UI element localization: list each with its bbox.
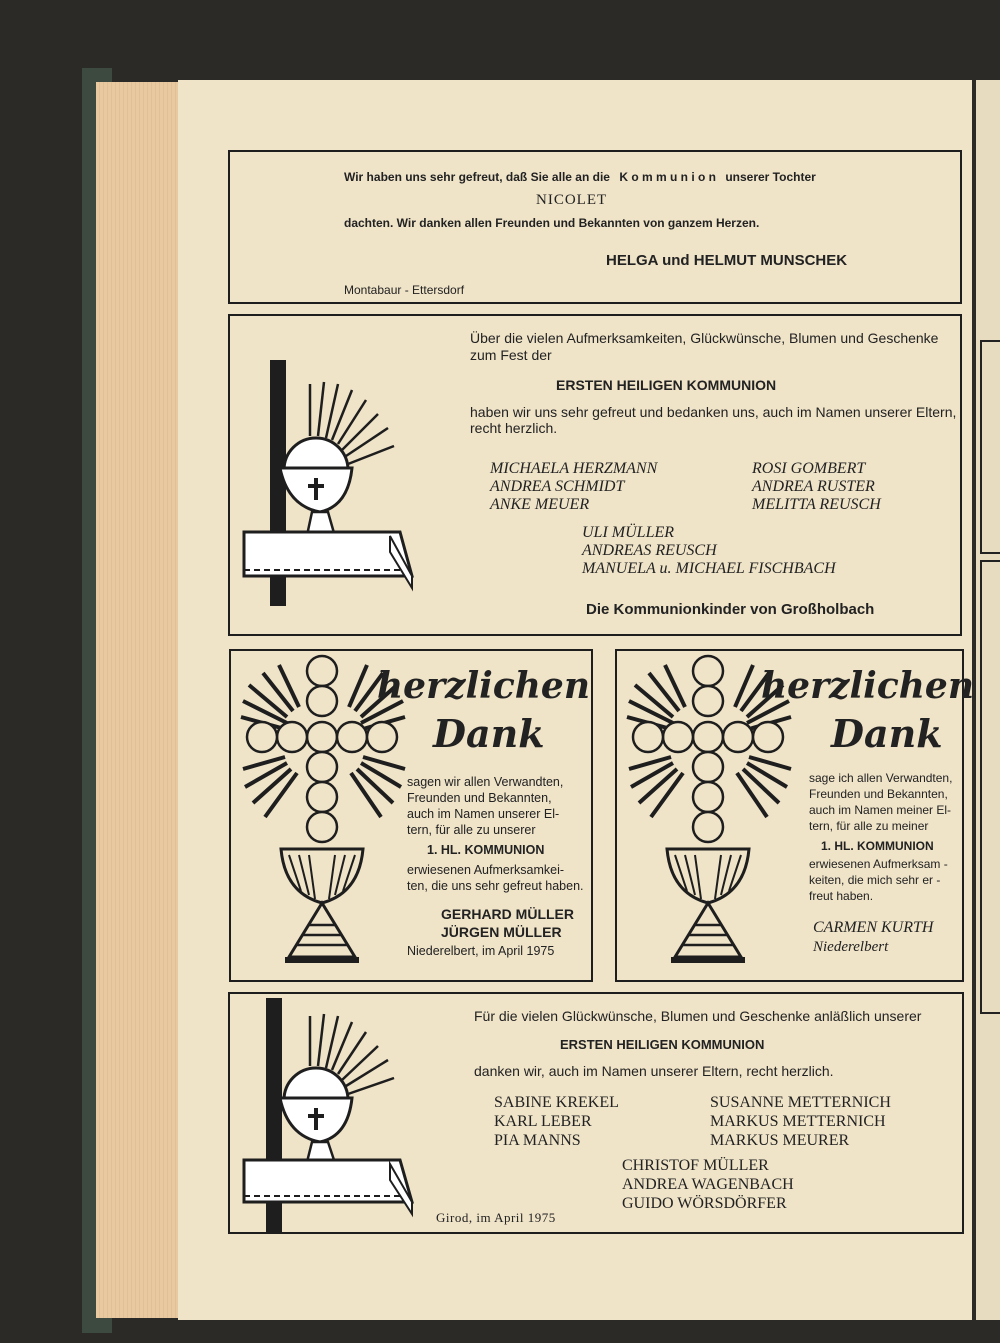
ad2-name: MANUELA u. MICHAEL FISCHBACH xyxy=(582,560,836,577)
ad3-body-line: auch im Namen unserer El- xyxy=(407,807,560,821)
ad5-event: ERSTEN HEILIGEN KOMMUNION xyxy=(560,1037,765,1052)
ad4-heading-herzlichen: herzlichen xyxy=(761,665,975,707)
chalice-altar-illustration xyxy=(240,356,420,610)
ad1-place: Montabaur - Ettersdorf xyxy=(344,283,465,297)
ad4-place: Niederelbert xyxy=(813,939,889,955)
ad2-name: MELITTA REUSCH xyxy=(752,496,881,513)
next-page-box xyxy=(980,340,1000,554)
ad5-name: SABINE KREKEL xyxy=(494,1094,619,1111)
ad-kurth-dank xyxy=(615,649,975,982)
ad2-name: MICHAELA HERZMANN xyxy=(490,460,658,477)
ad5-place: Girod, im April 1975 xyxy=(436,1210,556,1225)
ad2-name: ANDREAS REUSCH xyxy=(582,542,717,559)
ad3-body-line: sagen wir allen Verwandten, xyxy=(407,775,564,789)
ad5-name: PIA MANNS xyxy=(494,1132,581,1149)
next-page-box xyxy=(980,560,1000,1014)
ad5-name: KARL LEBER xyxy=(494,1113,592,1130)
ad2-event: ERSTEN HEILIGEN KOMMUNION xyxy=(556,377,777,393)
ad4-body-line: Freunden und Bekannten, xyxy=(809,787,948,801)
ad3-signer: GERHARD MÜLLER xyxy=(441,906,574,922)
ad2-closing: Die Kommunionkinder von Großholbach xyxy=(586,601,875,618)
ad3-signer: JÜRGEN MÜLLER xyxy=(441,924,562,940)
ad2-thanks-line1: haben wir uns sehr gefreut und bedanken uns, auch im Namen unserer Eltern, xyxy=(470,404,957,420)
ad4-body-line: erwiesenen Aufmerksam - xyxy=(809,857,948,871)
ad2-name: ULI MÜLLER xyxy=(582,524,675,541)
ad5-name: MARKUS METTERNICH xyxy=(710,1113,886,1130)
ad-mueller-dank xyxy=(229,649,593,982)
ad4-heading-dank: Dank xyxy=(831,711,943,756)
ad1-child-name: NICOLET xyxy=(536,192,608,208)
ad3-place: Niederelbert, im April 1975 xyxy=(407,944,555,958)
ad4-signer: CARMEN KURTH xyxy=(813,919,934,936)
ad3-heading-dank: Dank xyxy=(433,711,545,756)
ad5-name: GUIDO WÖRSDÖRFER xyxy=(622,1195,787,1212)
ad2-name: ANDREA RUSTER xyxy=(752,478,875,495)
ad2-name: ANDREA SCHMIDT xyxy=(490,478,625,495)
ad3-body-line: erwiesenen Aufmerksamkei- xyxy=(407,863,565,877)
ad4-body-line: auch im Namen meiner El- xyxy=(809,803,952,817)
ad1-line1-prefix: Wir haben uns sehr gefreut, daß Sie alle an die xyxy=(344,170,610,184)
ad3-body-line: ten, die uns sehr gefreut haben. xyxy=(407,879,584,893)
ad5-name: ANDREA WAGENBACH xyxy=(622,1176,794,1193)
page-edges xyxy=(96,82,182,1318)
ad1-line1-suffix: unserer Tochter xyxy=(725,170,816,184)
ad5-thanks: danken wir, auch im Namen unserer Eltern, recht herzlich. xyxy=(474,1063,834,1079)
ad1-line1 xyxy=(344,170,816,184)
chalice-altar-illustration xyxy=(240,998,420,1234)
ad5-name: CHRISTOF MÜLLER xyxy=(622,1157,769,1174)
ad2-intro-line1: Über die vielen Aufmerksamkeiten, Glückwünsche, Blumen und Geschenke xyxy=(470,330,939,346)
ad1-signers: HELGA und HELMUT MUNSCHEK xyxy=(606,252,848,269)
ad4-event: 1. HL. KOMMUNION xyxy=(821,839,934,853)
ad2-name: ROSI GOMBERT xyxy=(752,460,866,477)
ad-nicolet xyxy=(228,150,962,304)
ad3-body-line: tern, für alle zu unserer xyxy=(407,823,536,837)
ad5-intro: Für die vielen Glückwünsche, Blumen und Geschenke anläßlich unserer xyxy=(474,1008,922,1024)
ad4-body-line: freut haben. xyxy=(809,889,874,903)
ad2-intro-line2: zum Fest der xyxy=(470,347,552,363)
ad3-heading-herzlichen: herzlichen xyxy=(377,665,591,707)
ad1-line1-word: K o m m u n i o n xyxy=(619,170,716,184)
ad2-name: ANKE MEUER xyxy=(490,496,590,513)
ad2-thanks-line2: recht herzlich. xyxy=(470,420,558,436)
ad5-name: SUSANNE METTERNICH xyxy=(710,1094,891,1111)
ad4-body-line: keiten, die mich sehr er - xyxy=(809,873,941,887)
ad-girod xyxy=(228,992,964,1234)
ad-grossholbach xyxy=(228,314,962,636)
ad3-body-line: Freunden und Bekannten, xyxy=(407,791,552,805)
ad4-body-line: tern, für alle zu meiner xyxy=(809,819,929,833)
ad3-event: 1. HL. KOMMUNION xyxy=(427,843,545,857)
ad4-body-line: sage ich allen Verwandten, xyxy=(809,771,953,785)
ad1-line2: dachten. Wir danken allen Freunden und Bekannten von ganzem Herzen. xyxy=(344,216,760,230)
ad5-name: MARKUS MEURER xyxy=(710,1132,850,1149)
